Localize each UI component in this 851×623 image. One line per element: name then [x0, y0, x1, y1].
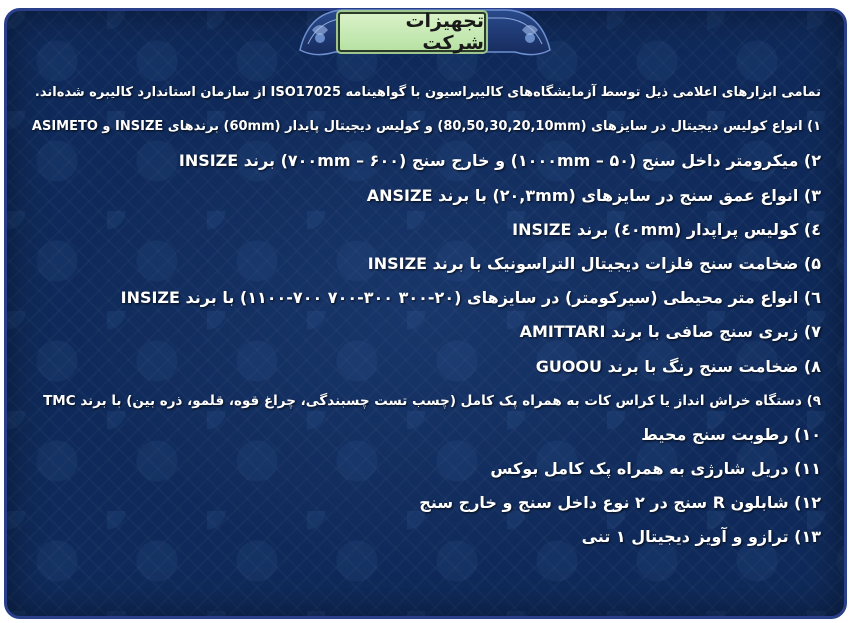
list-item: ۵) ضخامت سنج فلزات دیجیتال التراسونیک با برند INSIZE	[367, 253, 821, 273]
equipment-list	[21, 76, 821, 555]
list-item: ۱۰) رطوبت سنج محیط	[641, 424, 821, 444]
list-item: ۱۱) دریل شارژی به همراه پک کامل بوکس	[490, 459, 821, 479]
list-item: ٦) انواع متر محیطی (سیرکومتر) در سایزهای (۲۰-۳۰۰ ۳۰۰-۷۰۰ ۷۰۰-۱۱۰۰) با برند INSIZE	[120, 288, 821, 308]
list-item: ۷) زبری سنج صافی با برند AMITTARI	[519, 322, 821, 342]
list-item: ۲) میکرومتر داخل سنج (۵۰ – ۱۰۰۰mm) و خارج سنج (۶۰۰ – ۷۰۰mm) برند INSIZE	[178, 151, 821, 171]
list-item: ۱۳) ترازو و آویز دیجیتال ۱ تنی	[581, 527, 821, 547]
list-item: ۸) ضخامت سنج رنگ با برند GUOOU	[535, 356, 821, 376]
list-item: ٤) کولیس پراپدار (٤۰mm) برند INSIZE	[512, 219, 821, 239]
list-item: ۱) انواع کولیس دیجیتال در سایزهای (80,50,30,20,10mm) و کولیس دیجیتال پایدار (60mm) برندهای INSIZE و ASIMETO	[31, 119, 821, 135]
list-item: ۱۲) شابلون R سنج در ۲ نوع داخل سنج و خارج سنج	[419, 493, 821, 513]
intro-text: تمامی ابزارهای اعلامی ذیل توسط آزمایشگاه‌های کالیبراسیون با گواهینامه ISO17025 از سازمان استاندارد کالیبره شده‌اند.	[34, 85, 821, 100]
list-item: ۹) دستگاه خراش انداز یا کراس کات به همراه پک کامل (چسب تست چسبندگی، چراغ قوه، قلمو، ذره بین) با برند TMC	[43, 392, 821, 409]
list-item: ۳) انواع عمق سنج در سایزهای (۲۰,۳mm) با برند ANSIZE	[366, 185, 821, 205]
page-title: تجهیزات شرکت	[338, 12, 486, 52]
